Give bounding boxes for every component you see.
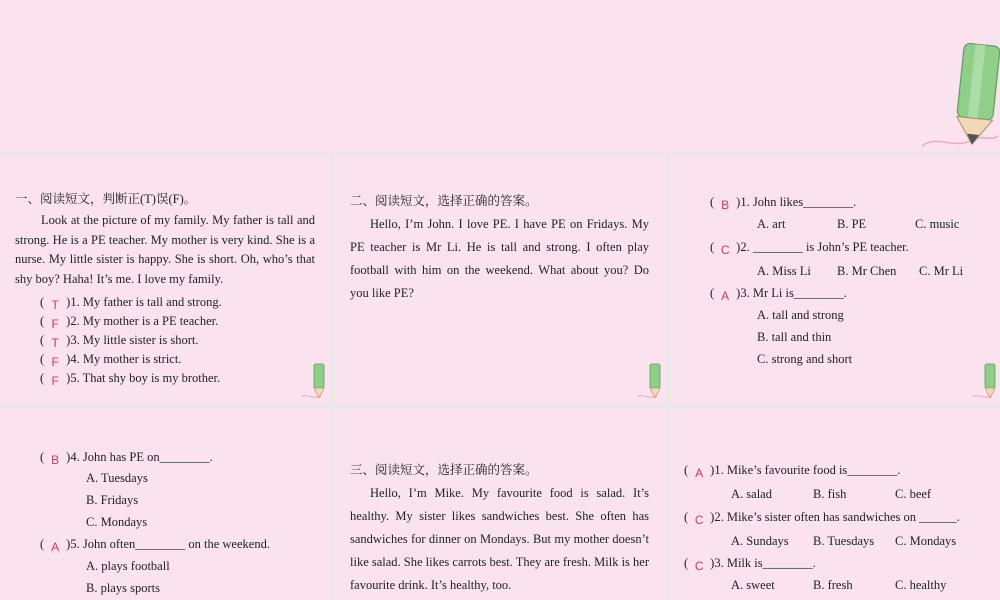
- question-text: )3. My little sister is short.: [66, 333, 199, 347]
- question-text: )5. That shy boy is my brother.: [66, 371, 221, 385]
- option-a: A. Tuesdays: [86, 471, 148, 485]
- option-c: C. healthy: [895, 578, 947, 592]
- option-a: A. salad: [731, 487, 772, 501]
- question-item: ( C )3. Milk is________.: [684, 556, 816, 573]
- question-item: ( F )2. My mother is a PE teacher.: [40, 314, 219, 331]
- option-c: C. Mondays: [86, 515, 148, 529]
- answer-mark: A: [51, 540, 60, 554]
- option-c: C. Mondays: [895, 534, 957, 548]
- answer-mark: C: [694, 559, 704, 573]
- pencil-icon: [912, 36, 1000, 152]
- section-heading: 一、阅读短文，判断正(T)误(F)。: [15, 192, 197, 206]
- panel-questions-mike: [671, 408, 1000, 600]
- answer-mark: F: [51, 317, 59, 331]
- option-b: B. fresh: [813, 578, 853, 592]
- answer-mark: B: [51, 453, 60, 467]
- question-item: ( B )1. John likes________.: [710, 195, 857, 212]
- panel-reading-passage-john: [335, 155, 665, 403]
- option-b: B. tall and thin: [757, 330, 832, 344]
- pencil-icon: [301, 363, 327, 401]
- answer-mark: T: [51, 298, 59, 312]
- reading-passage: Hello, I’m John. I love PE. I have PE on Fridays. My PE teacher is Mr Li. He is tall and strong. I often play football with him on the weekend. What about you? Do you like PE?: [350, 217, 649, 300]
- option-a: A. sweet: [731, 578, 775, 592]
- question-item: ( A )5. John often________ on the weekend.: [40, 537, 270, 554]
- question-item: ( A )3. Mr Li is________.: [710, 286, 847, 303]
- question-item: ( C )2. Mike’s sister often has sandwiches on ______.: [684, 510, 960, 527]
- question-item: ( F )4. My mother is strict.: [40, 352, 182, 369]
- reading-passage: Hello, I’m Mike. My favourite food is salad. It’s healthy. My sister likes sandwiches best. She often has sandwiches for dinner on Mondays. But my mother doesn’t like salad. She likes carrots best. They are fresh. Milk is her favourite drink. It’s healthy, too.: [350, 486, 649, 592]
- pencil-icon: [637, 363, 663, 401]
- question-text: )5. John often________ on the weekend.: [66, 537, 270, 551]
- answer-mark: B: [721, 198, 730, 212]
- question-item: ( B )4. John has PE on________.: [40, 450, 213, 467]
- panel-questions-john-2: [0, 408, 329, 600]
- option-a: A. Sundays: [731, 534, 789, 548]
- question-text: )3. Milk is________.: [710, 556, 816, 570]
- answer-mark: C: [720, 243, 730, 257]
- option-a: A. tall and strong: [757, 308, 844, 322]
- question-item: ( A )1. Mike’s favourite food is________.: [684, 463, 901, 480]
- option-c: C. beef: [895, 487, 932, 501]
- question-item: ( F )5. That shy boy is my brother.: [40, 371, 221, 388]
- answer-mark: C: [694, 513, 704, 527]
- option-c: C. Mr Li: [919, 264, 964, 278]
- question-item: ( C )2. ________ is John’s PE teacher.: [710, 240, 909, 257]
- question-item: ( T )3. My little sister is short.: [40, 333, 199, 350]
- answer-mark: F: [51, 355, 59, 369]
- option-a: A. art: [757, 217, 786, 231]
- question-text: )2. Mike’s sister often has sandwiches on ______.: [710, 510, 960, 524]
- title-banner: [0, 0, 1000, 151]
- question-text: )4. My mother is strict.: [66, 352, 182, 366]
- option-b: B. Mr Chen: [837, 264, 897, 278]
- option-b: B. plays sports: [86, 581, 160, 595]
- question-text: )3. Mr Li is________.: [736, 286, 847, 300]
- question-text: )2. My mother is a PE teacher.: [66, 314, 219, 328]
- option-b: B. PE: [837, 217, 867, 231]
- option-a: A. Miss Li: [757, 264, 811, 278]
- question-text: )4. John has PE on________.: [66, 450, 213, 464]
- question-item: ( T )1. My father is tall and strong.: [40, 295, 222, 312]
- option-c: C. strong and short: [757, 352, 853, 366]
- panel-reading-true-false: [0, 155, 329, 403]
- answer-mark: A: [695, 466, 704, 480]
- question-text: )1. Mike’s favourite food is________.: [710, 463, 901, 477]
- question-text: )1. My father is tall and strong.: [66, 295, 222, 309]
- pencil-icon: [972, 363, 998, 401]
- question-text: )2. ________ is John’s PE teacher.: [736, 240, 909, 254]
- option-b: B. Tuesdays: [813, 534, 875, 548]
- option-c: C. music: [915, 217, 960, 231]
- option-b: B. fish: [813, 487, 847, 501]
- answer-mark: A: [721, 289, 730, 303]
- option-b: B. Fridays: [86, 493, 139, 507]
- panel-reading-passage-mike: [335, 408, 665, 600]
- option-a: A. plays football: [86, 559, 170, 573]
- question-text: )1. John likes________.: [736, 195, 857, 209]
- reading-passage: Look at the picture of my family. My father is tall and strong. He is a PE teacher. My mother is very kind. She is a nurse. My little sister is happy. She is short. Oh, who’s that shy boy? Haha! It’s me. I love my family.: [15, 213, 315, 286]
- answer-mark: T: [51, 336, 59, 350]
- panel-questions-john-1: [671, 155, 1000, 403]
- section-heading: 三、阅读短文，选择正确的答案。: [350, 463, 538, 477]
- answer-mark: F: [51, 374, 59, 388]
- section-heading: 二、阅读短文，选择正确的答案。: [350, 194, 538, 208]
